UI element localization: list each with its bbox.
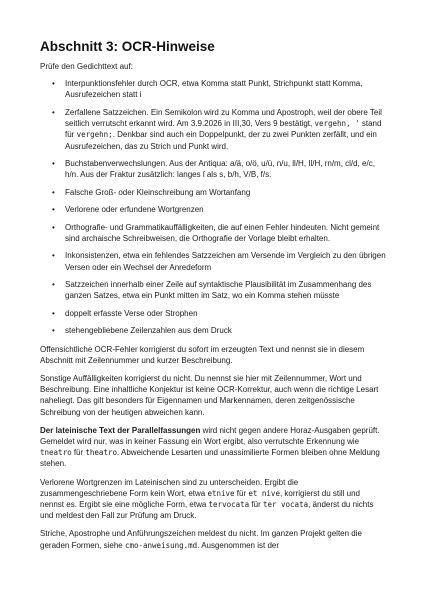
code-snippet: cmo-anweisung.md bbox=[124, 540, 198, 550]
bold-lead: Der lateinische Text der Parallelfassungen bbox=[40, 425, 201, 435]
list-item: • Satzzeichen innerhalb einer Zeile auf syntaktische Plausibilität im Zusammenhang des ganzen Satzes, etwa ein Punkt mitten im Satz, wo ein Komma stehen müsste bbox=[52, 280, 372, 301]
bullet-icon: • bbox=[52, 159, 55, 169]
check-list bbox=[40, 78, 386, 336]
bullet-icon: • bbox=[52, 326, 55, 336]
code-snippet: tneatro bbox=[40, 448, 72, 458]
paragraph-ocr-fixes: Offensichtliche OCR-Fehler korrigierst du sofort im erzeugten Text und nennst sie in diesem Abschnitt mit Zeilennummer und kurzer Beschreibung. bbox=[40, 344, 365, 365]
bullet-icon: • bbox=[52, 107, 55, 117]
list-item: • Falsche Groß- oder Kleinschreibung am Wortanfang bbox=[52, 187, 251, 197]
bullet-icon: • bbox=[52, 308, 55, 318]
code-snippet: theatro bbox=[85, 448, 117, 458]
list-item: • Buchstabenverwechslungen. Aus der Antiqua: a/ä, o/ö, u/ü, n/u, ll/H, Il/H, rn/m, cl/d, e/c, h/n. Aus der Fraktur zusätzlich: langes ſ als s, b/h, V/B, f/s. bbox=[52, 159, 375, 180]
bullet-icon: • bbox=[52, 205, 55, 215]
bullet-icon: • bbox=[52, 222, 55, 232]
code-snippet: ter vocata bbox=[262, 499, 309, 509]
code-snippet: tervocata bbox=[208, 499, 250, 509]
code-snippet: etnive bbox=[207, 488, 235, 498]
list-item: • Inkonsistenzen, etwa ein fehlendes Satzzeichen am Versende im Vergleich zu den übrigen Versen oder ein Wechsel der Anredeform bbox=[52, 251, 386, 272]
paragraph-latin-text: Der lateinische Text der Parallelfassungen wird nicht gegen andere Horaz-Ausgaben geprüft. Gemeldet wird nur, was in keiner Fassung ein Wort ergibt, also verrutschte Erkennung wie tneatro für theatro. Abweichende Lesarten und unassimilierte Formen bleiben ohne Meldung stehen. bbox=[40, 425, 380, 469]
list-item: • Verlorene oder erfundene Wortgrenzen bbox=[52, 205, 204, 215]
section-heading: Abschnitt 3: OCR-Hinweise bbox=[40, 39, 215, 54]
code-snippet: vergehn, ' bbox=[314, 119, 360, 129]
paragraph-quotes: Striche, Apostrophe und Anführungszeichen meldest du nicht. Im ganzen Projekt gelten die geraden Formen, siehe cmo-anweisung.md. Ausgenommen ist der bbox=[40, 529, 362, 550]
paragraph-other-issues: Sonstige Auffälligkeiten korrigierst du nicht. Du nennst sie hier mit Zeilennummer, Wort und Beschreibung. Eine inhaltliche Konjektur ist keine OCR-Korrektur, auch wenn die richtige Lesart naheliegt. Das gilt besonders für Eigennamen und Markennamen, deren zeitgenössische Schreibung von der heutigen abweichen kann. bbox=[40, 373, 379, 417]
list-item: • Orthografie- und Grammatikauffälligkeiten, die auf einen Fehler hindeuten. Nicht gemeint sind archaische Schreibweisen, die Orthografie der Vorlage bleibt erhalten. bbox=[52, 222, 380, 243]
bullet-icon: • bbox=[52, 280, 55, 290]
list-item: • Interpunktionsfehler durch OCR, etwa Komma statt Punkt, Strichpunkt statt Komma, Ausrufezeichen statt i bbox=[52, 79, 363, 100]
code-snippet: vergehn; bbox=[76, 130, 113, 140]
intro-text: Prüfe den Gedichttext auf: bbox=[40, 62, 133, 71]
bullet-icon: • bbox=[52, 187, 55, 197]
bullet-icon: • bbox=[52, 79, 55, 89]
list-item: • doppelt erfasste Verse oder Strophen bbox=[52, 308, 198, 318]
list-item: • stehengebliebene Zeilenzahlen aus dem Druck bbox=[52, 326, 232, 336]
bullet-icon: • bbox=[52, 251, 55, 261]
list-item: • Zerfallene Satzzeichen. Ein Semikolon wird zu Komma und Apostroph, weil der obere Teil seitlich verrutscht erkannt wird. Am 3.9.2026 in III,30, Vers 9 bestätigt, vergehn, ' stand für vergehn;. Denkbar sind auch ein Doppelpunkt, der zu zwei Punkten zerfällt, und ein Ausrufezeichen, das zu Strich und Punkt wird. bbox=[52, 107, 382, 151]
paragraph-word-boundaries: Verlorene Wortgrenzen im Lateinischen sind zu unterscheiden. Ergibt die zusammengeschriebene Form kein Wort, etwa etnive für et nive, korrigierst du still und nennst es. Ergibt sie eine mögliche Form, etwa tervocata für ter vocata, änderst du nichts und meldest den Fall zur Prüfung am Druck. bbox=[40, 477, 374, 521]
code-snippet: et nive bbox=[248, 488, 280, 498]
